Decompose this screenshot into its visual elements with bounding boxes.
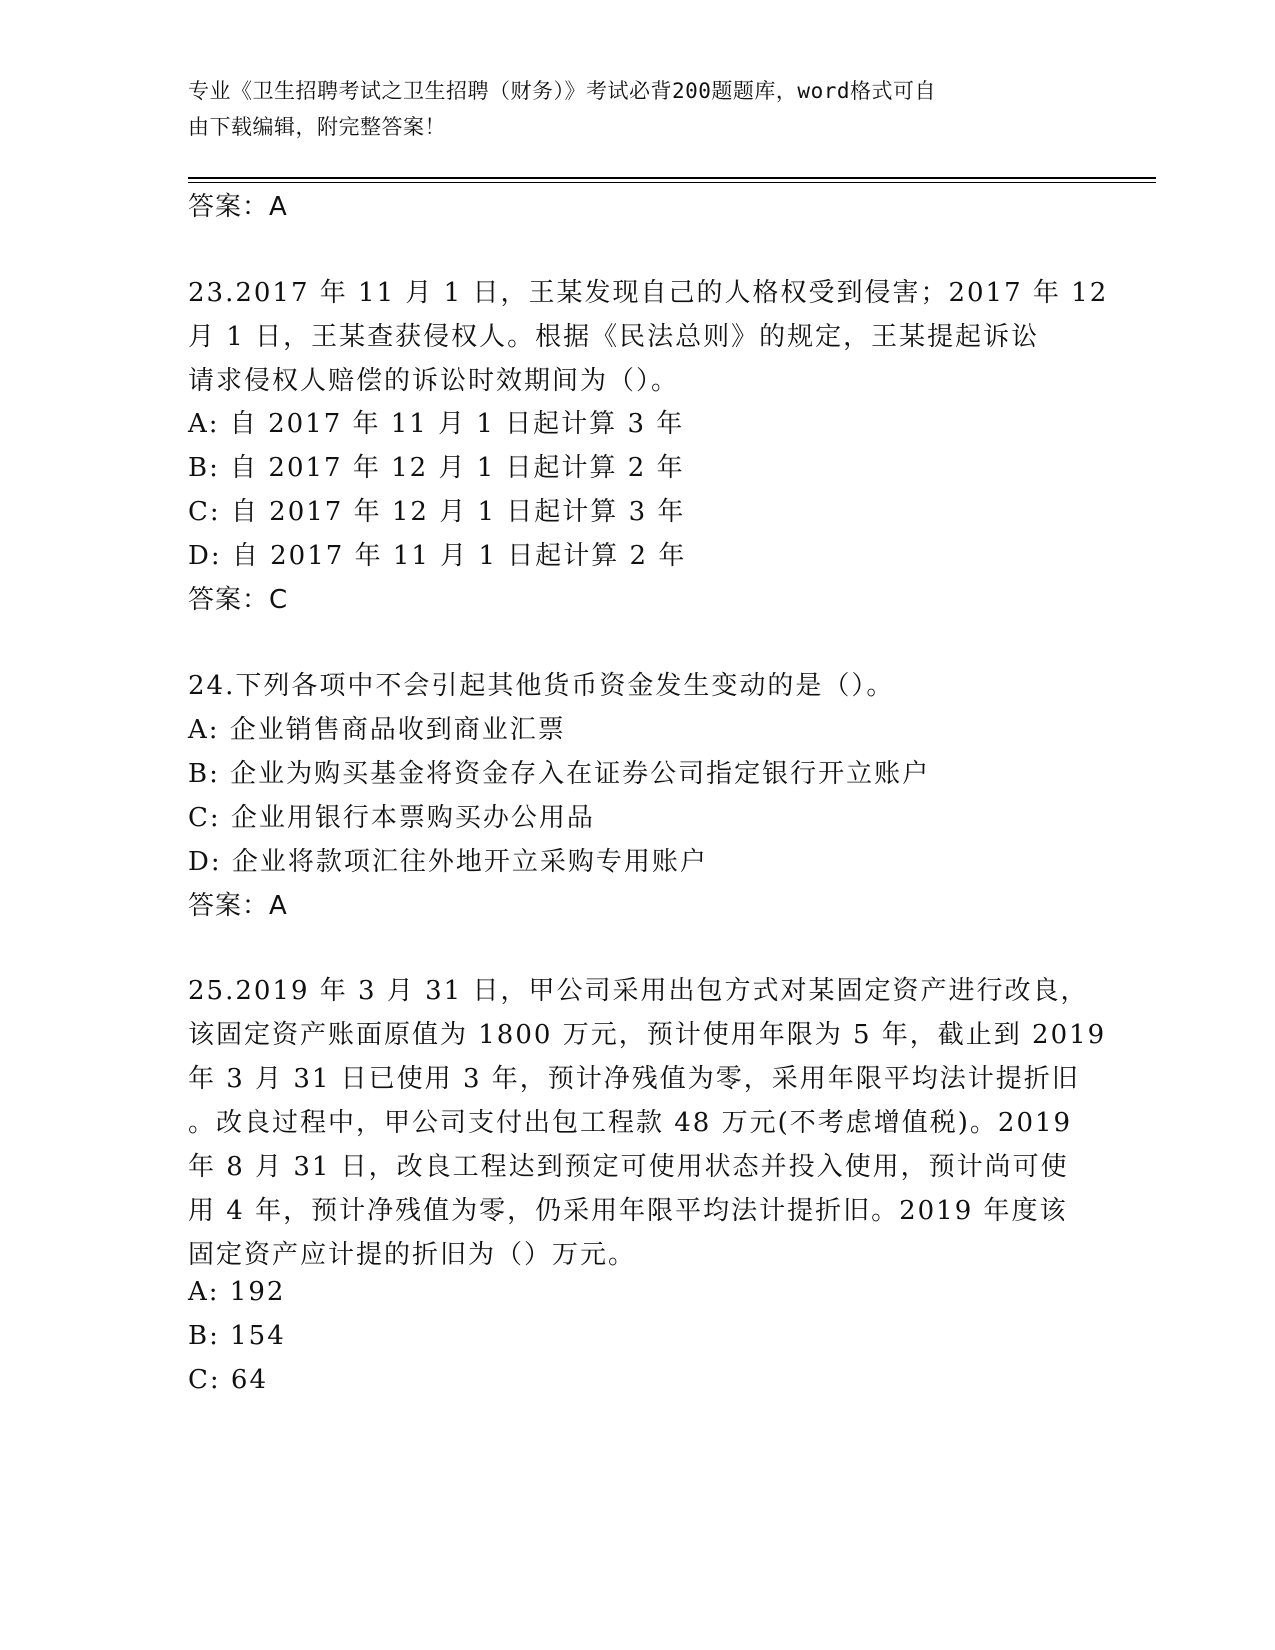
- q24-option-d: D: 企业将款项汇往外地开立采购专用账户: [188, 847, 708, 877]
- q25-option-a: A: 192: [188, 1277, 286, 1307]
- q25-stem-line-1: 25.2019 年 3 月 31 日，甲公司采用出包方式对某固定资产进行改良，: [188, 976, 1089, 1006]
- q25-option-b: B: 154: [188, 1321, 286, 1351]
- q24-option-b: B: 企业为购买基金将资金存入在证券公司指定银行开立账户: [188, 759, 931, 789]
- q24-stem-line-1: 24.下列各项中不会引起其他货币资金发生变动的是（）。: [188, 671, 895, 701]
- q25-stem-line-4: 。改良过程中，甲公司支付出包工程款 48 万元(不考虑增值税)。2019: [188, 1108, 1073, 1138]
- q23-option-d: D: 自 2017 年 11 月 1 日起计算 2 年: [188, 541, 687, 571]
- q25-stem-line-5: 年 8 月 31 日，改良工程达到预定可使用状态并投入使用，预计尚可使: [188, 1152, 1069, 1182]
- q23-option-b: B: 自 2017 年 12 月 1 日起计算 2 年: [188, 453, 685, 483]
- header-line-2: 由下载编辑，附完整答案！: [188, 115, 446, 139]
- header-divider-thin: [188, 182, 1156, 183]
- q25-stem-line-3: 年 3 月 31 日已使用 3 年，预计净残值为零，采用年限平均法计提折旧: [188, 1064, 1080, 1094]
- q25-stem-line-2: 该固定资产账面原值为 1800 万元，预计使用年限为 5 年，截止到 2019: [188, 1020, 1107, 1050]
- header-divider-thick: [188, 177, 1156, 179]
- q25-stem-line-7: 固定资产应计提的折旧为（）万元。: [188, 1240, 637, 1270]
- answer-previous: 答案：A: [188, 192, 288, 222]
- header-line-1: 专业《卫生招聘考试之卫生招聘（财务）》考试必背200题题库，word格式可自: [188, 79, 936, 103]
- q24-option-c: C: 企业用银行本票购买办公用品: [188, 803, 595, 833]
- document-header: [188, 73, 1068, 145]
- q23-stem-line-3: 请求侵权人赔偿的诉讼时效期间为（）。: [188, 366, 680, 396]
- q24-option-a: A: 企业销售商品收到商业汇票: [188, 715, 566, 745]
- q23-option-a: A: 自 2017 年 11 月 1 日起计算 3 年: [188, 409, 685, 439]
- q24-answer: 答案：A: [188, 891, 288, 921]
- q23-stem-line-1: 23.2017 年 11 月 1 日，王某发现自己的人格权受到侵害；2017 年 12: [188, 278, 1109, 308]
- q23-answer: 答案：C: [188, 585, 289, 615]
- q25-stem-line-6: 用 4 年，预计净残值为零，仍采用年限平均法计提折旧。2019 年度该: [188, 1196, 1068, 1226]
- q25-option-c: C: 64: [188, 1365, 269, 1395]
- q23-option-c: C: 自 2017 年 12 月 1 日起计算 3 年: [188, 497, 686, 527]
- q23-stem-line-2: 月 1 日，王某查获侵权人。根据《民法总则》的规定，王某提起诉讼: [188, 322, 1040, 352]
